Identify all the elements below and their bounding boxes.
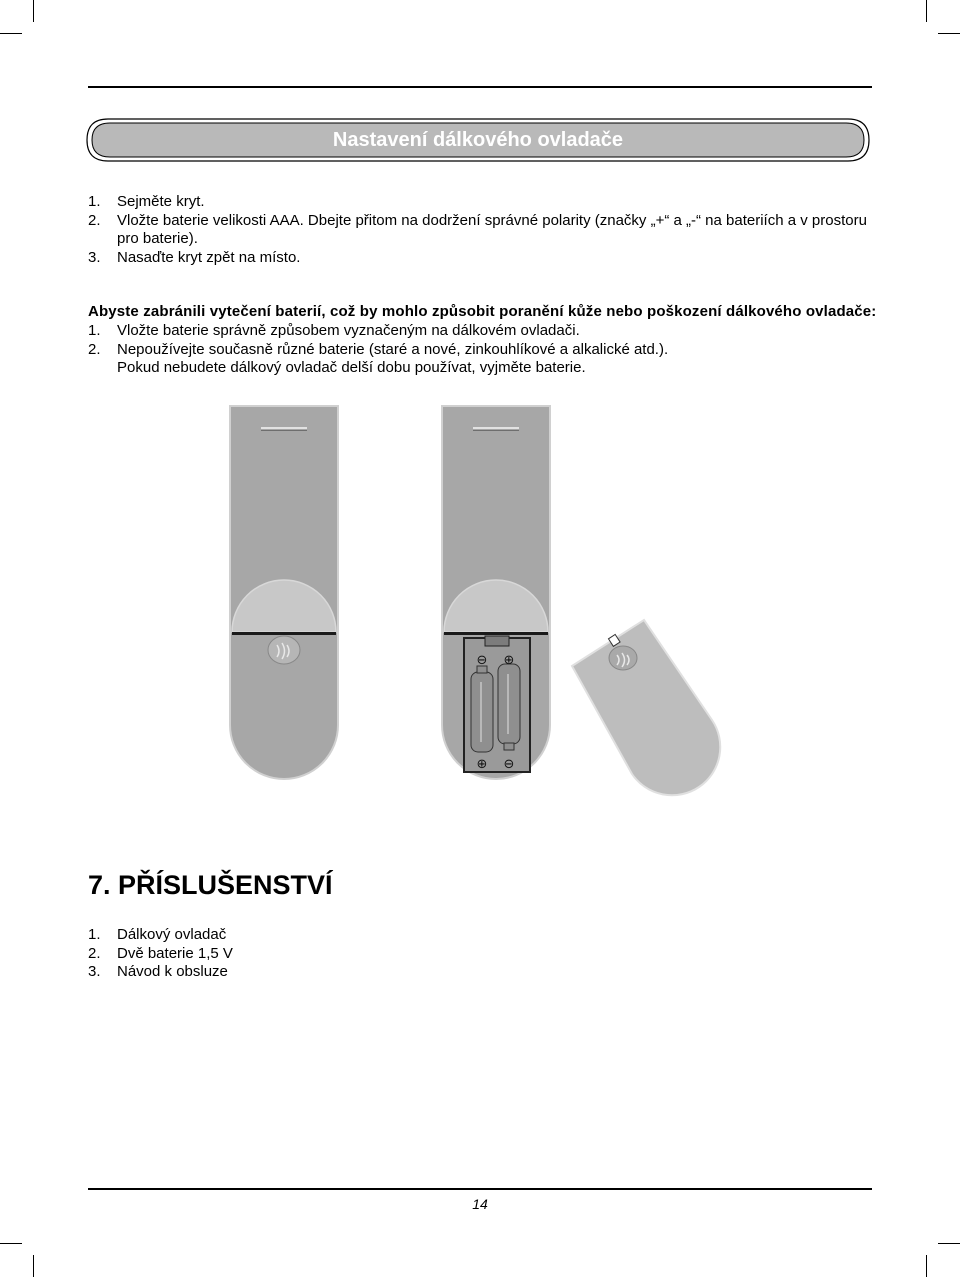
list-item — [88, 926, 488, 945]
item-text: Pokud nebudete dálkový ovladač delší dobu používat, vyjměte baterie. — [117, 359, 586, 376]
warning-heading: Abyste zabránili vytečení baterií, což by mohlo způsobit poranění kůže nebo poškození dálkového ovladače: — [88, 303, 877, 320]
item-text: Nasaďte kryt zpět na místo. — [117, 248, 301, 266]
list-item — [88, 341, 872, 360]
header-rule — [88, 86, 872, 88]
list-item — [88, 963, 488, 982]
item-text: Sejměte kryt. — [117, 193, 205, 210]
list-item — [88, 945, 488, 964]
item-number: 1. — [88, 926, 101, 943]
plus-symbol: ⊕ — [503, 653, 515, 668]
item-text: Návod k obsluze — [117, 963, 228, 980]
battery — [471, 666, 493, 752]
crop-mark — [926, 0, 927, 22]
plus-symbol: ⊕ — [476, 757, 488, 772]
crop-mark — [938, 33, 960, 34]
item-text: Dvě baterie 1,5 V — [117, 944, 233, 962]
list-item — [88, 212, 872, 249]
item-text: Vložte baterie velikosti AAA. Dbejte přitom na dodržení správné polarity (značky „+“ a „-“ na bateriích a v prostoru pro baterie). — [117, 211, 867, 247]
banner-title: Nastavení dálkového ovladače — [332, 129, 624, 151]
crop-mark — [33, 1255, 34, 1277]
crop-mark — [33, 0, 34, 22]
list-item — [88, 359, 872, 378]
item-number: 2. — [88, 340, 101, 358]
accessories-title: 7. PŘÍSLUŠENSTVÍ — [88, 870, 333, 900]
list-item — [88, 193, 872, 212]
crop-mark — [0, 33, 22, 34]
footer-rule — [88, 1188, 872, 1190]
install-steps — [88, 193, 872, 267]
minus-symbol: ⊖ — [503, 757, 515, 772]
item-number: 2. — [88, 211, 101, 229]
item-number: 1. — [88, 322, 101, 339]
item-text: Nepoužívejte současně různé baterie (staré a nové, zinkouhlíkové a alkalické atd.). — [117, 340, 669, 358]
item-text: Vložte baterie správně způsobem vyznačeným na dálkovém ovladači. — [117, 322, 580, 339]
item-number: 3. — [88, 248, 101, 266]
crop-mark — [926, 1255, 927, 1277]
item-number: 3. — [88, 963, 101, 980]
item-text: Dálkový ovladač — [117, 926, 227, 943]
crop-mark — [0, 1243, 22, 1244]
remote-battery-illustration — [200, 400, 760, 850]
minus-symbol: ⊖ — [476, 653, 488, 668]
list-item — [88, 249, 872, 268]
battery — [498, 664, 520, 750]
warning-list — [88, 322, 872, 378]
accessories-list — [88, 926, 488, 982]
list-item — [88, 322, 872, 341]
section-banner — [86, 118, 870, 162]
remote-closed — [230, 406, 338, 779]
item-number: 2. — [88, 944, 101, 962]
item-number: 1. — [88, 193, 101, 210]
remote-open — [442, 406, 550, 779]
battery-cover — [572, 620, 720, 795]
crop-mark — [938, 1243, 960, 1244]
page-number: 14 — [472, 1196, 488, 1212]
